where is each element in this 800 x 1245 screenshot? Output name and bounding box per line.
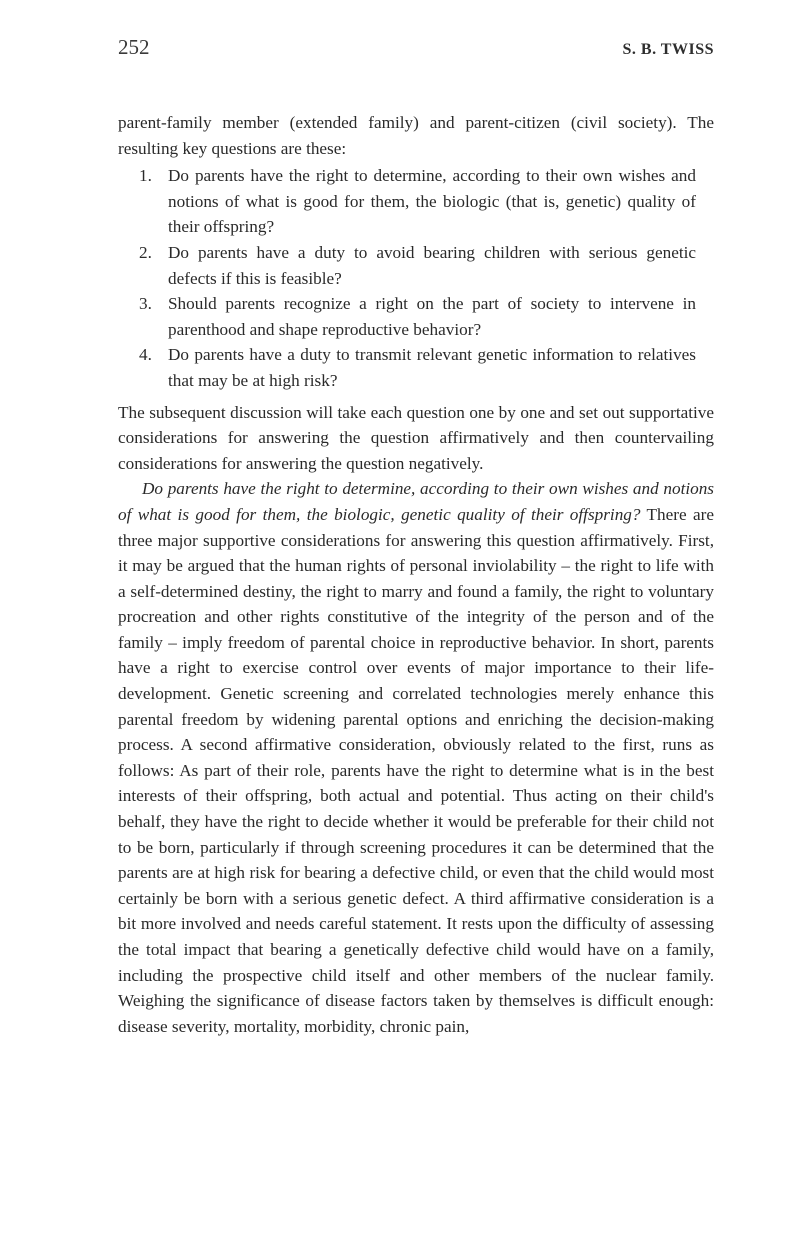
intro-paragraph: parent-family member (extended family) and parent-citizen (civil society). The resulting key questions are these: — [118, 113, 714, 158]
question-one-text: There are three major supportive considerations for answering this question affirmatively. First, it may be argued that the human rights of personal inviolability – the right to life with a self-determined destiny, the right to marry and found a family, the right to voluntary procreation and other rights constitutive of the integrity of the person and of the family – imply freedom of parental choice in reproductive behavior. In short, parents have a right to exercise control over events of major importance to their life-development. Genetic screening and correlated technologies merely enhance this parental freedom by widening parental options and enriching the decision-making process. A second affirmative consideration, obviously related to the first, runs as follows: As part of their role, parents have the right to determine what is in the best interests of their offspring, both actual and potential. Thus acting on their child's behalf, they have the right to decide whether it would be preferable for their child not to be born, particularly if through screening procedures it can be determined that the parents are at high risk for bearing a defective child, or even that the child would most certainly be born with a serious genetic defect. A third affirmative consideration is a bit more involved and needs careful statement. It rests upon the difficulty of assessing the total impact that bearing a genetically defective child would have on a family, including the prospective child itself and other members of the nuclear family. Weighing the significance of disease factors taken by themselves is difficult enough: disease severity, mortality, morbidity, chronic pain, — [118, 504, 714, 1036]
page-number: 252 — [118, 35, 150, 59]
list-item — [118, 291, 696, 342]
list-item-text: Do parents have a duty to avoid bearing children with serious genetic defects if this is feasible? — [168, 242, 696, 288]
list-item-number: 2. — [139, 242, 152, 262]
page-header — [118, 35, 714, 60]
discussion-paragraph: The subsequent discussion will take each question one by one and set out supportative considerations for answering the question affirmatively and then countervailing considerations for answering the question negatively. — [118, 402, 714, 473]
list-item — [118, 240, 696, 291]
page-body — [118, 110, 714, 1039]
list-item-text: Do parents have the right to determine, according to their own wishes and notions of what is good for them, the biologic (that is, genetic) quality of their offspring? — [168, 166, 696, 237]
list-item — [118, 342, 696, 393]
question-one-heading: Do parents have the right to determine, according to their own wishes and notions of what is good for them, the biologic, genetic quality of their offspring? — [118, 479, 714, 524]
question-one-paragraph — [118, 476, 714, 1039]
list-item-text: Should parents recognize a right on the part of society to intervene in parenthood and shape reproductive behavior? — [168, 294, 696, 339]
list-item-number: 1. — [139, 166, 152, 186]
list-item — [118, 163, 696, 240]
list-item-text: Do parents have a duty to transmit relevant genetic information to relatives that may be at high risk? — [168, 345, 696, 390]
running-head: S. B. TWISS — [622, 41, 714, 58]
list-item-number: 4. — [139, 345, 152, 365]
list-item-number: 3. — [139, 294, 152, 314]
question-list — [118, 163, 714, 393]
